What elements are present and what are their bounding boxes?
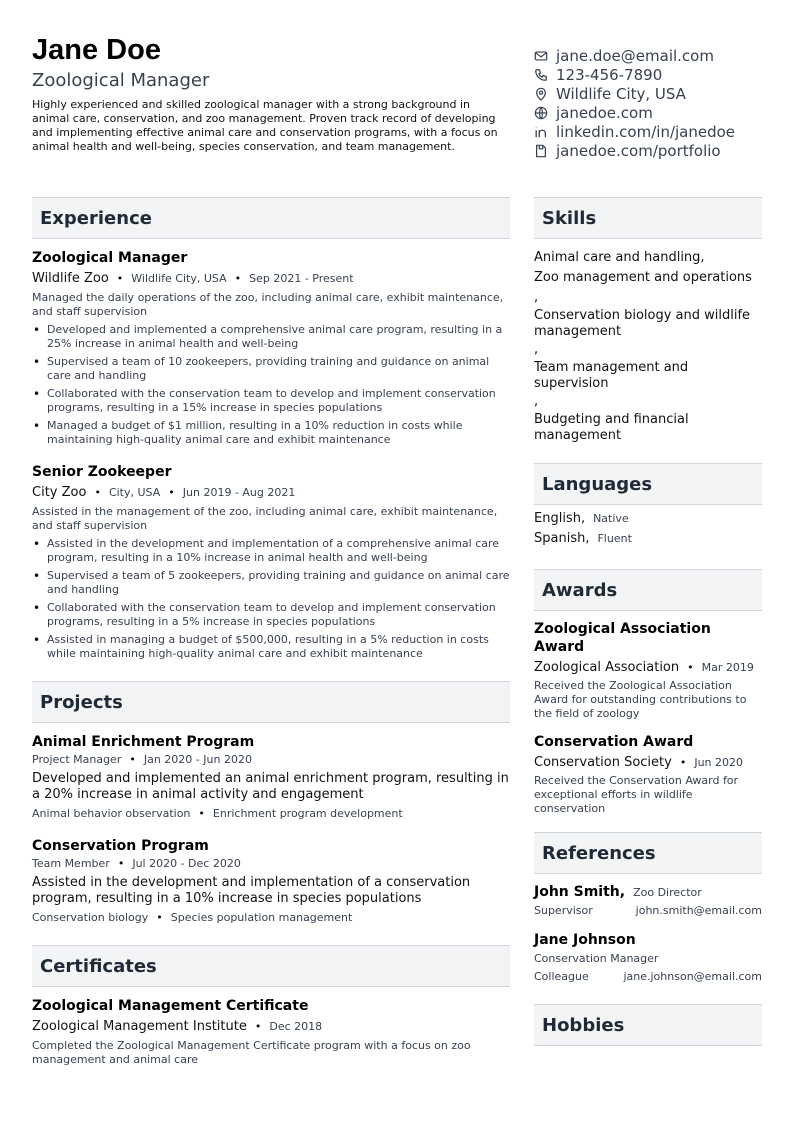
project-role: Project Manager [32,753,122,766]
contact-portfolio[interactable] [534,141,774,160]
contact-list [534,46,774,160]
candidate-role: Zoological Manager [32,70,210,91]
certificate-date: Dec 2018 [269,1020,323,1033]
languages-list [534,511,762,551]
skill-item: Zoo management and operations [534,270,752,285]
separator-dot: • [129,753,136,766]
portfolio-icon [534,144,548,158]
profile-summary: Highly experienced and skilled zoological manager with a strong background in animal care, conservation, and zoo management. Proven track record of developing and implementing effective animal care and conservation programs, with a focus on animal health and well-being, species conservation, and team management. [32,98,498,153]
project-title: Animal Enrichment Program [32,734,255,750]
project-tag: Animal behavior observation [32,807,191,820]
project-meta [32,751,510,769]
achievement-item: • Assisted in the development and implementation of a comprehensive animal care program, resulting in a 10% increase in animal health and well-being [32,537,510,565]
job-location: Wildlife City, USA [131,272,227,285]
globe-icon [534,106,548,120]
candidate-name: Jane Doe [32,34,161,66]
reference-entry [534,884,762,920]
award-meta [534,754,762,772]
experience-entry [32,249,510,447]
project-dates: Jul 2020 - Dec 2020 [132,857,241,870]
reference-header [534,884,762,900]
reference-relation: Supervisor [534,904,593,917]
project-tag: Conservation biology [32,911,149,924]
award-entry [534,620,762,721]
separator-dot: • [687,661,694,674]
achievement-item: • Managed a budget of $1 million, resulting in a 10% reduction in costs while maintaining high-quality animal care and exhibit maintenance [32,419,510,447]
project-dates: Jan 2020 - Jun 2020 [143,753,252,766]
achievement-item: • Collaborated with the conservation team to develop and implement conservation programs, resulting in a 15% increase in species populations [32,387,510,415]
award-description: Received the Conservation Award for exceptional efforts in wildlife conservation [534,774,739,815]
reference-role-line [534,950,762,968]
job-summary: Assisted in the management of the zoo, including animal care, exhibit maintenance, and staff supervision [32,505,498,532]
award-description: Received the Zoological Association Award for outstanding contributions to the field of zoology [534,679,747,720]
section-heading-hobbies: Hobbies [534,1004,762,1046]
contact-website[interactable] [534,103,774,122]
separator-dot: • [116,272,124,285]
achievement-item: • Collaborated with the conservation team to develop and implement conservation programs, resulting in a 5% increase in species populations [32,601,510,629]
contact-location-text: Wildlife City, USA [556,84,686,103]
contact-email-text: jane.doe@email.com [556,46,714,65]
section-heading-certificates: Certificates [32,945,510,987]
contact-linkedin-text: linkedin.com/in/janedoe [556,122,736,141]
job-title: Zoological Manager [32,250,188,266]
achievement-item: • Supervised a team of 10 zookeepers, providing training and guidance on animal care and handling [32,355,510,383]
language-level: Fluent [597,532,632,545]
separator-dot: • [168,486,175,499]
award-title: Zoological Association Award [534,621,711,655]
skill-item: Conservation biology and wildlife management [534,308,751,339]
job-title: Senior Zookeeper [32,464,172,480]
certificate-description: Completed the Zoological Management Certificate program with a focus on zoo management and animal care [32,1039,471,1066]
job-location: City, USA [108,486,161,499]
project-tag: Species population management [170,911,353,924]
mail-icon [534,49,548,63]
separator-dot: • [117,857,125,870]
reference-details [534,902,762,920]
reference-role: Conservation Manager [534,952,659,965]
award-date: Mar 2019 [701,661,754,674]
separator-dot: • [679,756,687,769]
section-heading-references: References [534,832,762,874]
project-tags [32,909,510,927]
separator-dot: • [198,807,205,820]
achievement-item: • Developed and implemented a comprehensive animal care program, resulting in a 25% increase in animal health and well-being [32,323,510,351]
language-name: English, [534,511,586,526]
company-name: City Zoo [32,485,87,500]
contact-email[interactable] [534,46,774,65]
section-heading-projects: Projects [32,681,510,723]
reference-details [534,968,762,986]
section-heading-languages: Languages [534,463,762,505]
certificate-meta [32,1018,510,1036]
project-entry [32,837,510,927]
language-name: Spanish, [534,531,590,546]
job-dates: Sep 2021 - Present [249,272,354,285]
award-issuer: Conservation Society [534,755,672,770]
separator-dot: • [254,1020,262,1033]
award-date: Jun 2020 [694,756,744,769]
language-item [534,511,762,531]
separator-dot: • [234,272,242,285]
job-meta [32,270,510,288]
contact-website-text: janedoe.com [556,103,653,122]
language-item [534,531,762,551]
location-icon [534,87,548,101]
skill-item: Team management and supervision [534,360,689,391]
certificate-issuer: Zoological Management Institute [32,1019,247,1034]
achievement-item: • Assisted in managing a budget of $500,000, resulting in a 5% reduction in costs while maintaining high-quality animal care and exhibit maintenance [32,633,510,661]
achievement-item: • Supervised a team of 5 zookeepers, providing training and guidance on animal care and handling [32,569,510,597]
main-column [32,197,510,1067]
job-achievements [32,537,510,661]
skill-item: Budgeting and financial management [534,412,689,443]
job-dates: Jun 2019 - Aug 2021 [182,486,296,499]
reference-relation: Colleague [534,970,589,983]
project-description: Developed and implemented an animal enrichment program, resulting in a 20% increase in animal activity and engagement [32,771,509,802]
reference-role: Zoo Director [633,886,702,899]
award-entry [534,733,762,816]
skill-separator: , [534,394,539,409]
language-level: Native [593,512,629,525]
separator-dot: • [94,486,101,499]
contact-location [534,84,774,103]
skills-list [534,248,762,444]
company-name: Wildlife Zoo [32,271,109,286]
certificate-entry [32,997,510,1067]
award-title: Conservation Award [534,734,694,750]
skill-separator: , [534,290,539,305]
contact-phone[interactable] [534,65,774,84]
section-heading-awards: Awards [534,569,762,611]
phone-icon [534,68,548,82]
reference-email[interactable]: john.smith@email.com [635,904,762,917]
project-tag: Enrichment program development [212,807,403,820]
skill-separator: , [534,342,539,357]
reference-header [534,932,762,948]
project-description: Assisted in the development and implementation of a conservation program, resulting in a 10% increase in species populations [32,875,471,906]
skill-item: Animal care and handling, [534,250,705,265]
reference-email[interactable]: jane.johnson@email.com [623,970,762,983]
certificate-title: Zoological Management Certificate [32,998,309,1014]
reference-name: John Smith, [534,884,626,900]
project-entry [32,733,510,823]
project-tags [32,805,510,823]
project-role: Team Member [32,857,110,870]
section-heading-skills: Skills [534,197,762,239]
reference-entry [534,932,762,986]
experience-entry [32,463,510,661]
award-meta [534,659,762,677]
section-heading-experience: Experience [32,197,510,239]
reference-name: Jane Johnson [534,932,636,948]
linkedin-icon [534,125,548,139]
contact-linkedin[interactable] [534,122,774,141]
resume-header [32,34,522,154]
job-achievements [32,323,510,447]
separator-dot: • [156,911,163,924]
award-issuer: Zoological Association [534,660,680,675]
job-summary: Managed the daily operations of the zoo, including animal care, exhibit maintenance, and staff supervision [32,291,504,318]
job-meta [32,484,510,502]
contact-portfolio-text: janedoe.com/portfolio [556,141,721,160]
project-title: Conservation Program [32,838,209,854]
side-column [534,197,762,1046]
contact-phone-text: 123-456-7890 [556,65,663,84]
project-meta [32,855,510,873]
